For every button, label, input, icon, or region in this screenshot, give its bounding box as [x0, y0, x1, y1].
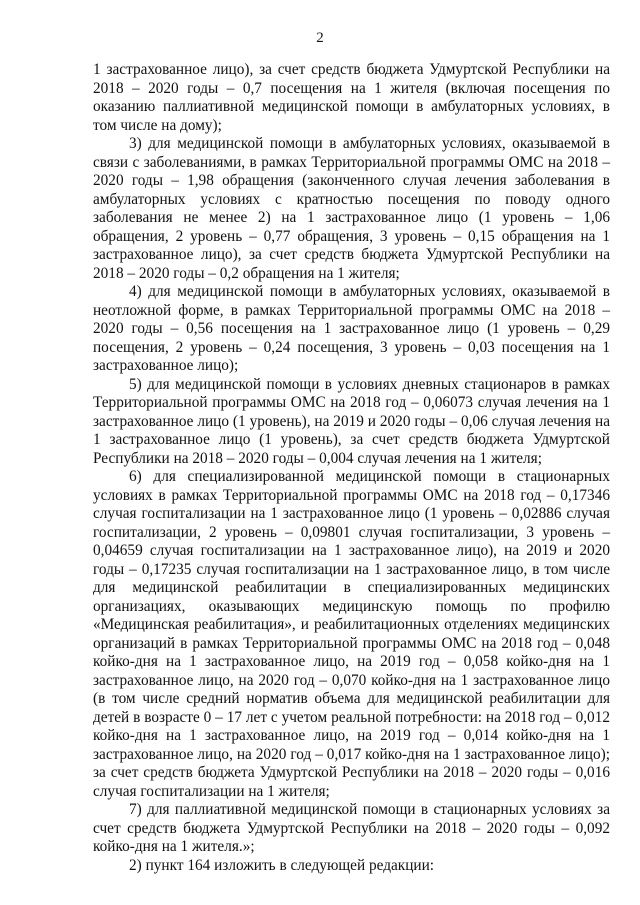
paragraph-item-3: 3) для медицинской помощи в амбулаторных условиях, оказываемой в связи с заболеваниями, в рамках Территориальной программы ОМС на 2018 – 2020 годы – 1,98 обращения (законченного случая лечения заболевания в амбулаторных условиях с кратностью посещения по поводу одного заболевания не менее 2) на 1 застрахованное лицо (1 уровень – 1,06 обращения, 2 уровень – 0,77 обращения, 3 уровень – 0,15 обращения на 1 застрахованное лицо), за счет средств бюджета Удмуртской Республики на 2018 – 2020 годы – 0,2 обращения на 1 жителя; — [93, 135, 610, 282]
paragraph-item-7: 7) для паллиативной медицинской помощи в стационарных условиях за счет средств бюджета Удмуртской Республики на 2018 – 2020 годы – 0,092 койко-дня на 1 жителя.»; — [93, 801, 610, 855]
paragraph-item-4: 4) для медицинской помощи в амбулаторных условиях, оказываемой в неотложной форме, в рамках Территориальной программы ОМС на 2018 – 2020 годы – 0,56 посещения на 1 застрахованное лицо (1 уровень – 0,29 посещения, 2 уровень – 0,24 посещения, 3 уровень – 0,03 посещения на 1 застрахованное лицо); — [93, 283, 610, 374]
paragraph-amendment-2: 2) пункт 164 изложить в следующей редакции: — [129, 856, 435, 874]
document-body — [93, 61, 610, 875]
paragraph-item-6: 6) для специализированной медицинской помощи в стационарных условиях в рамках Территориальной программы ОМС на 2018 год – 0,17346 случая госпитализации на 1 застрахованное лицо (1 уровень – 0,02886 случая госпитализации, 2 уровень – 0,09801 случая госпитализации, 3 уровень – 0,04659 случая госпитализации на 1 застрахованное лицо), на 2019 и 2020 годы – 0,17235 случая госпитализации на 1 застрахованное лицо, в том числе для медицинской реабилитации в специализированных медицинских организациях, оказывающих медицинскую помощь по профилю «Медицинская реабилитация», и реабилитационных отделениях медицинских организаций в рамках Территориальной программы ОМС на 2018 год – 0,048 койко-дня на 1 застрахованное лицо, на 2019 год – 0,058 койко-дня на 1 застрахованное лицо, на 2020 год – 0,070 койко-дня на 1 застрахованное лицо (в том числе средний норматив объема для медицинской реабилитации для детей в возрасте 0 – 17 лет с учетом реальной потребности: на 2018 год – 0,012 койко-дня на 1 застрахованное лицо, на 2019 год – 0,014 койко-дня на 1 застрахованное лицо, на 2020 год – 0,017 койко-дня на 1 застрахованное лицо); за счет средств бюджета Удмуртской Республики на 2018 – 2020 годы – 0,016 случая госпитализации на 1 жителя; — [93, 468, 610, 800]
page-number: 2 — [316, 30, 324, 46]
paragraph-continuation: 1 застрахованное лицо), за счет средств бюджета Удмуртской Республики на 2018 – 2020 годы – 0,7 посещения на 1 жителя (включая посещения по оказанию паллиативной медицинской помощи в амбулаторных условиях, в том числе на дому); — [93, 61, 610, 134]
paragraph-item-5: 5) для медицинской помощи в условиях дневных стационаров в рамках Территориальной программы ОМС на 2018 год – 0,06073 случая лечения на 1 застрахованное лицо (1 уровень), на 2019 и 2020 годы – 0,06 случая лечения на 1 застрахованное лицо (1 уровень), за счет средств бюджета Удмуртской Республики на 2018 – 2020 годы – 0,004 случая лечения на 1 жителя; — [93, 375, 610, 467]
